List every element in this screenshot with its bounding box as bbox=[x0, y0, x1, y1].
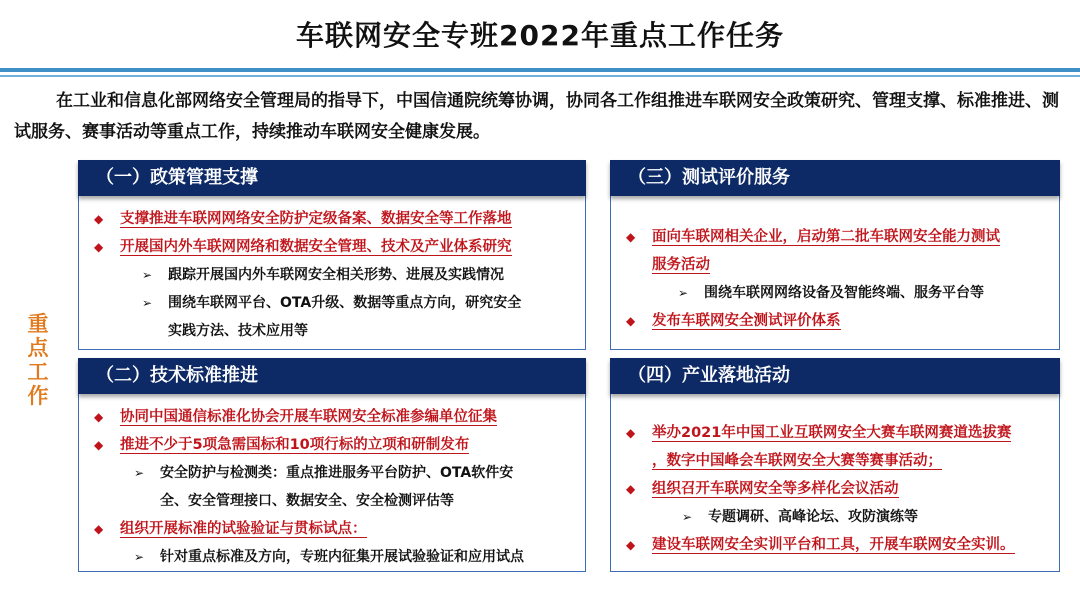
task-item: 组织召开车联网安全等多样化会议活动 bbox=[652, 481, 899, 497]
panel-industry-activities bbox=[610, 358, 1060, 572]
diamond-bullet-icon: ◆ bbox=[94, 522, 104, 536]
task-item-continuation: ，数字中国峰会车联网安全大赛等赛事活动； bbox=[652, 453, 942, 469]
arrow-bullet-icon: ➢ bbox=[134, 550, 145, 564]
panel-heading: （三）测试评价服务 bbox=[610, 160, 1060, 196]
side-label bbox=[22, 312, 54, 408]
arrow-bullet-icon: ➢ bbox=[134, 466, 145, 480]
page-title: 车联网安全专班2022年重点工作任务 bbox=[296, 19, 784, 52]
sub-item-continuation: 实践方法、技术应用等 bbox=[168, 323, 308, 339]
panel-testing-services bbox=[610, 160, 1060, 350]
panel-heading: （二）技术标准推进 bbox=[78, 358, 586, 394]
sub-item: 安全防护与检测类：重点推进服务平台防护、OTA软件安 bbox=[160, 465, 514, 481]
diamond-bullet-icon: ◆ bbox=[626, 426, 636, 440]
sub-item: 跟踪开展国内外车联网安全相关形势、进展及实践情况 bbox=[168, 267, 504, 283]
task-item-continuation: 服务活动 bbox=[652, 257, 710, 273]
task-item: 举办2021年中国工业互联网安全大赛车联网赛道选拔赛 bbox=[652, 425, 1012, 441]
diamond-bullet-icon: ◆ bbox=[94, 410, 104, 424]
title-divider-thick bbox=[0, 68, 1080, 72]
task-item: 开展国内外车联网网络和数据安全管理、技术及产业体系研究 bbox=[120, 239, 512, 255]
task-item: 推进不少于5项急需国标和10项行标的立项和研制发布 bbox=[120, 437, 470, 453]
side-label-char: 作 bbox=[27, 384, 49, 408]
side-label-char: 点 bbox=[27, 336, 49, 360]
diamond-bullet-icon: ◆ bbox=[626, 538, 636, 552]
task-item: 建设车联网安全实训平台和工具，开展车联网安全实训。 bbox=[652, 537, 1015, 553]
intro-paragraph: 在工业和信息化部网络安全管理局的指导下，中国信通院统筹协调，协同各工作组推进车联网安全政策研究、管理支撑、标准推进、测试服务、赛事活动等重点工作，持续推动车联网安全健康发展。 bbox=[14, 91, 1059, 142]
arrow-bullet-icon: ➢ bbox=[678, 286, 689, 300]
diamond-bullet-icon: ◆ bbox=[626, 482, 636, 496]
panel-policy-support bbox=[78, 160, 586, 350]
side-label-char: 重 bbox=[27, 312, 49, 336]
task-item: 支撑推进车联网网络安全防护定级备案、数据安全等工作落地 bbox=[120, 211, 512, 227]
title-divider-thin bbox=[0, 75, 1080, 77]
diamond-bullet-icon: ◆ bbox=[94, 240, 104, 254]
task-item: 组织开展标准的试验验证与贯标试点： bbox=[120, 521, 367, 537]
task-item: 面向车联网相关企业，启动第二批车联网安全能力测试 bbox=[652, 229, 1000, 245]
arrow-bullet-icon: ➢ bbox=[142, 268, 153, 282]
panel-heading: （四）产业落地活动 bbox=[610, 358, 1060, 394]
task-item: 协同中国通信标准化协会开展车联网安全标准参编单位征集 bbox=[120, 409, 497, 425]
sub-item: 针对重点标准及方向，专班内征集开展试验验证和应用试点 bbox=[160, 549, 524, 565]
arrow-bullet-icon: ➢ bbox=[682, 510, 693, 524]
diamond-bullet-icon: ◆ bbox=[626, 230, 636, 244]
panel-standards bbox=[78, 358, 586, 572]
task-item: 发布车联网安全测试评价体系 bbox=[652, 313, 841, 329]
side-label-char: 工 bbox=[27, 360, 49, 384]
arrow-bullet-icon: ➢ bbox=[142, 296, 153, 310]
sub-item: 专题调研、高峰论坛、攻防演练等 bbox=[708, 509, 918, 525]
sub-item-continuation: 全、安全管理接口、数据安全、安全检测评估等 bbox=[160, 493, 454, 509]
diamond-bullet-icon: ◆ bbox=[94, 212, 104, 226]
diamond-bullet-icon: ◆ bbox=[94, 438, 104, 452]
panel-heading: （一）政策管理支撑 bbox=[78, 160, 586, 196]
sub-item: 围绕车联网网络设备及智能终端、服务平台等 bbox=[704, 285, 984, 301]
diamond-bullet-icon: ◆ bbox=[626, 314, 636, 328]
sub-item: 围绕车联网平台、OTA升级、数据等重点方向，研究安全 bbox=[168, 295, 522, 311]
